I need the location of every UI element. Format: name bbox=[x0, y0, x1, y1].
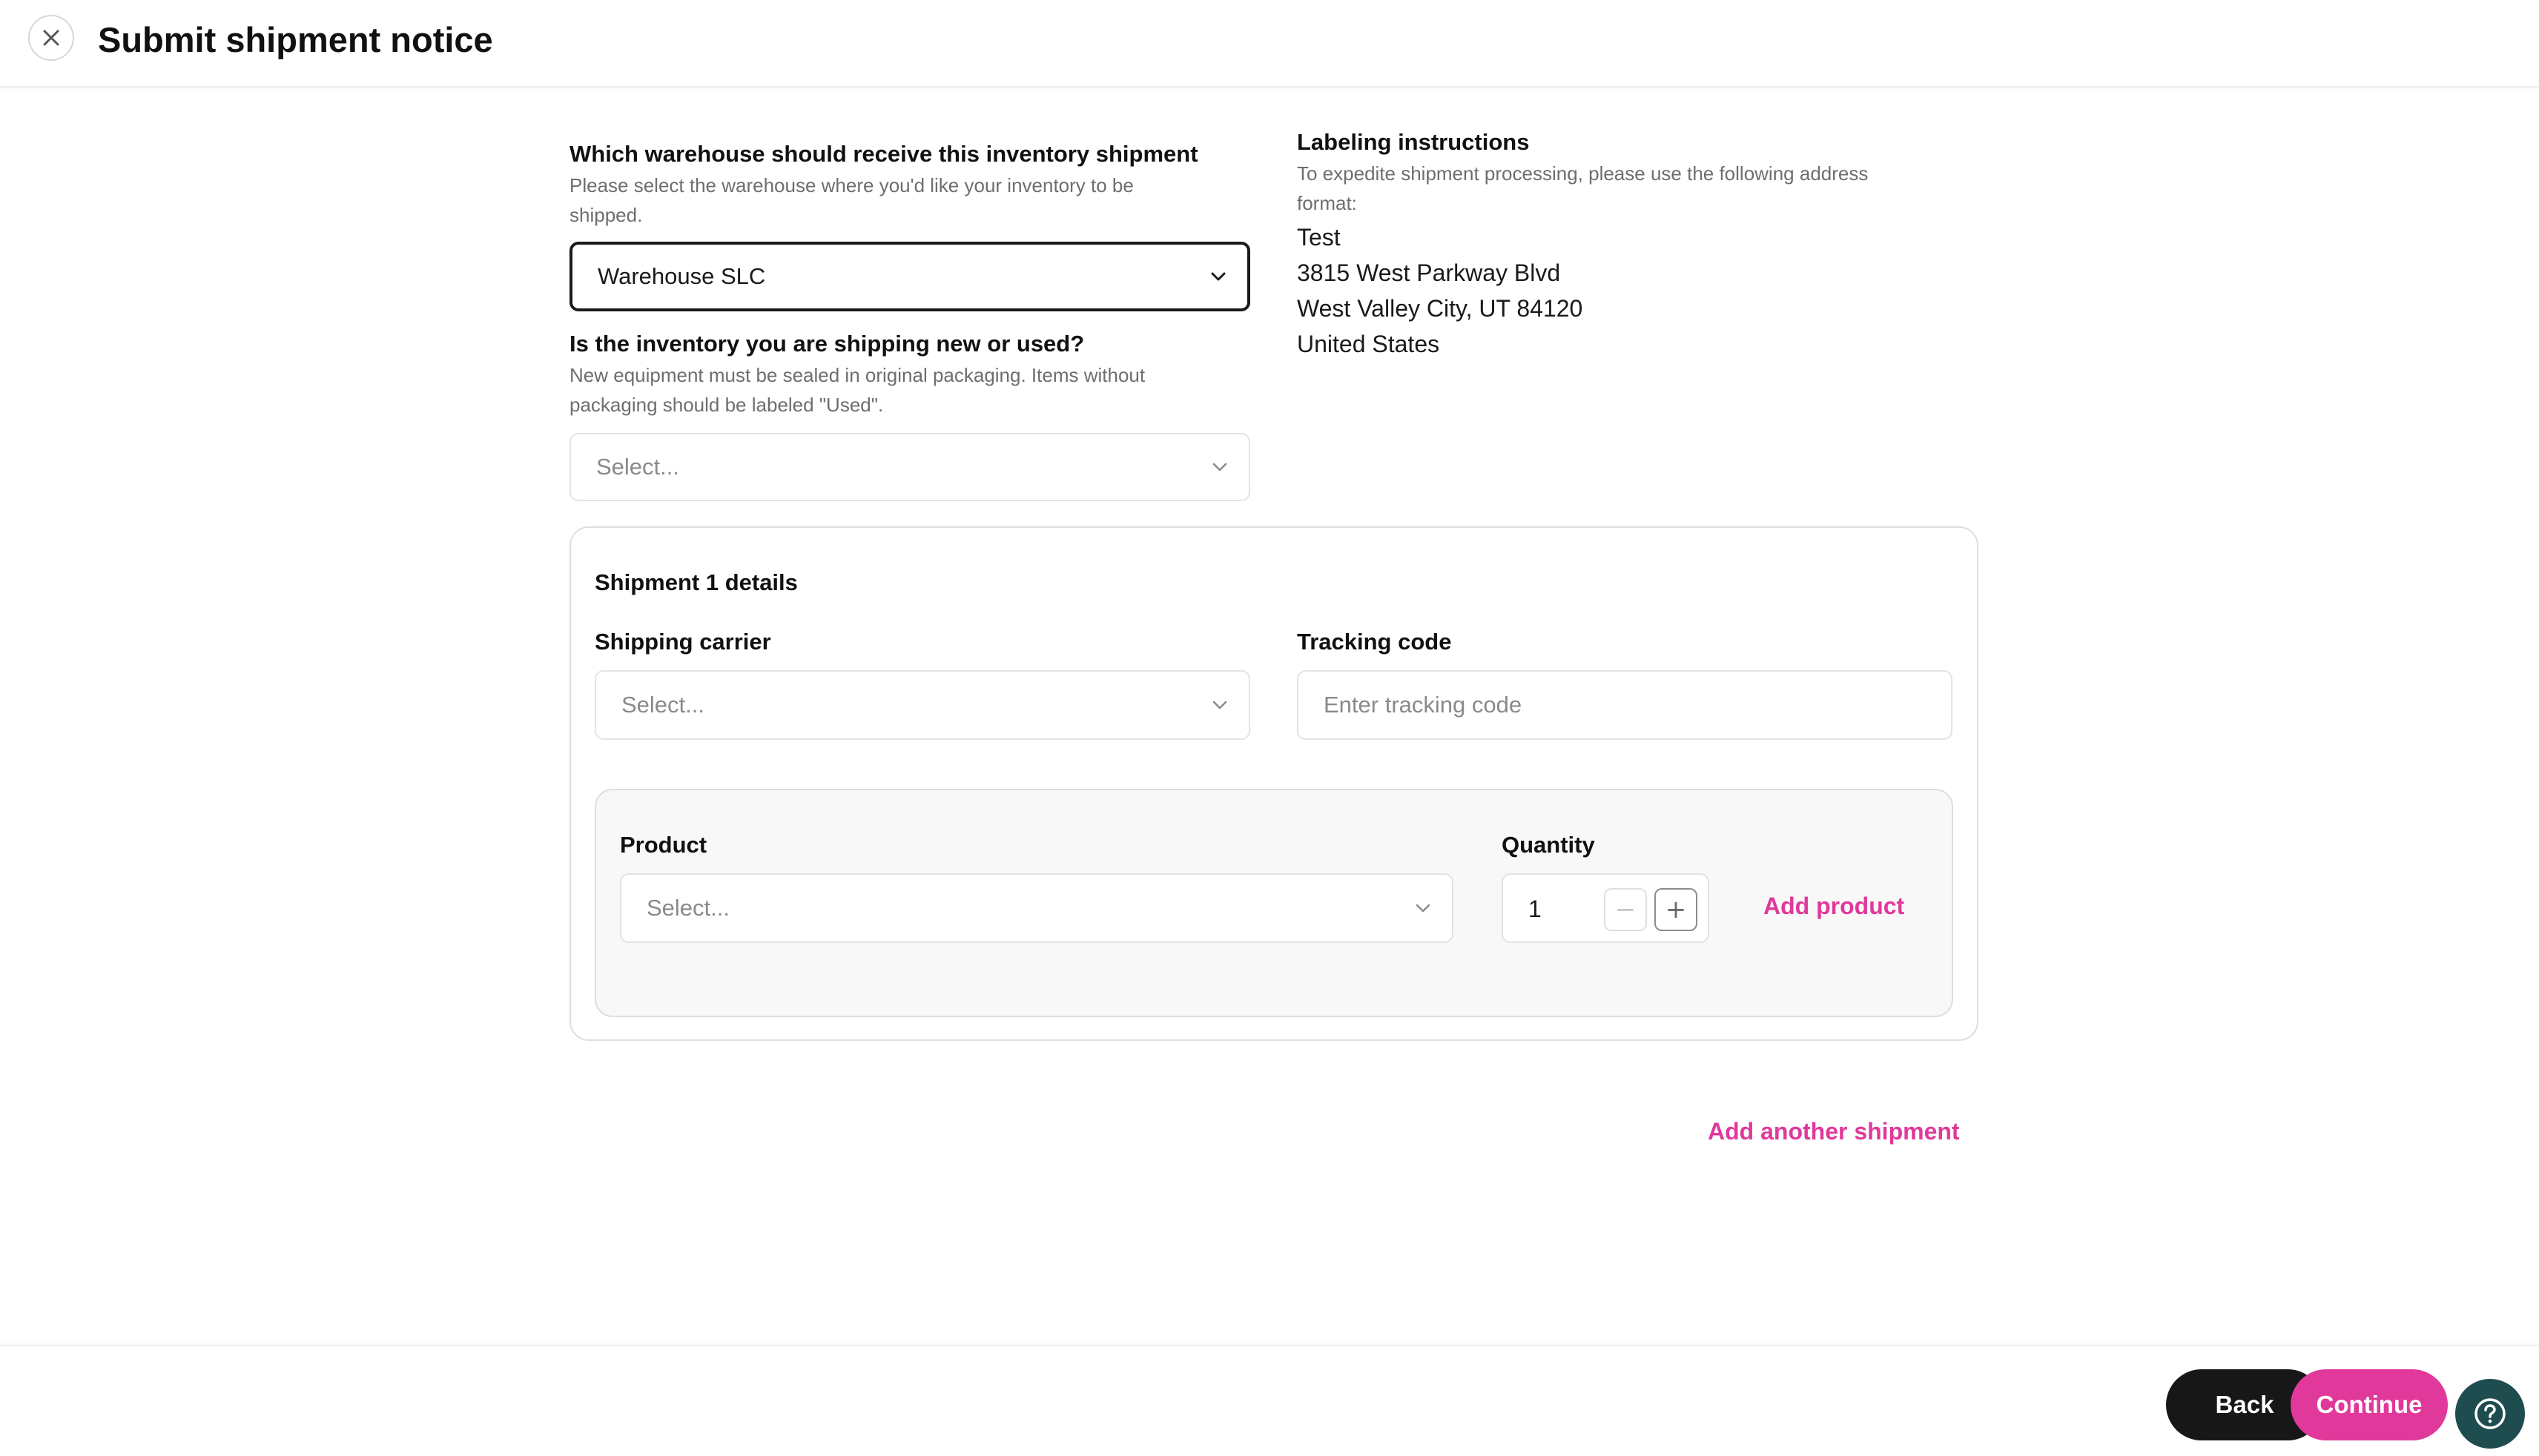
product-label: Product bbox=[620, 832, 707, 858]
chevron-down-icon bbox=[1209, 694, 1231, 716]
back-button[interactable]: Back bbox=[2166, 1369, 2323, 1440]
quantity-label: Quantity bbox=[1502, 832, 1595, 858]
carrier-label: Shipping carrier bbox=[595, 629, 771, 655]
condition-help-2: packaging should be labeled "Used". bbox=[569, 394, 884, 416]
add-product-link[interactable]: Add product bbox=[1763, 893, 1905, 919]
question-circle-icon bbox=[2472, 1396, 2508, 1432]
quantity-value[interactable]: 1 bbox=[1528, 896, 1542, 922]
chevron-down-icon bbox=[1412, 897, 1434, 919]
page-header bbox=[0, 0, 2539, 87]
page-title: Submit shipment notice bbox=[98, 20, 493, 59]
help-button[interactable] bbox=[2455, 1379, 2525, 1449]
chevron-down-icon bbox=[1207, 265, 1229, 288]
warehouse-select[interactable] bbox=[569, 242, 1250, 311]
warehouse-label: Which warehouse should receive this inventory shipment bbox=[569, 141, 1198, 167]
carrier-select[interactable] bbox=[595, 670, 1250, 740]
page-footer bbox=[0, 1345, 2539, 1456]
condition-select[interactable] bbox=[569, 433, 1250, 501]
add-another-shipment-link[interactable]: Add another shipment bbox=[1708, 1118, 1960, 1145]
close-button[interactable] bbox=[28, 15, 74, 61]
warehouse-help-1: Please select the warehouse where you'd like your inventory to be bbox=[569, 174, 1134, 196]
labeling-help-2: format: bbox=[1297, 192, 1357, 214]
address-line-1: Test bbox=[1297, 224, 1341, 251]
shipment-title: Shipment 1 details bbox=[595, 569, 798, 595]
quantity-decrement-button[interactable]: − bbox=[1604, 888, 1647, 931]
address-line-3: West Valley City, UT 84120 bbox=[1297, 295, 1583, 322]
condition-select-placeholder: Select... bbox=[596, 454, 679, 480]
tracking-label: Tracking code bbox=[1297, 629, 1452, 655]
address-line-2: 3815 West Parkway Blvd bbox=[1297, 259, 1561, 286]
labeling-help-1: To expedite shipment processing, please use the following address bbox=[1297, 162, 1869, 185]
quantity-stepper bbox=[1502, 873, 1709, 943]
continue-button[interactable]: Continue bbox=[2291, 1369, 2448, 1440]
tracking-code-input[interactable] bbox=[1297, 670, 1952, 740]
labeling-title: Labeling instructions bbox=[1297, 129, 1530, 155]
warehouse-select-value: Warehouse SLC bbox=[598, 263, 766, 289]
condition-help-1: New equipment must be sealed in original packaging. Items without bbox=[569, 364, 1146, 386]
address-line-4: United States bbox=[1297, 331, 1440, 357]
product-select-placeholder: Select... bbox=[647, 895, 730, 921]
condition-label: Is the inventory you are shipping new or used? bbox=[569, 331, 1085, 357]
product-select[interactable] bbox=[620, 873, 1453, 943]
carrier-select-placeholder: Select... bbox=[621, 692, 704, 718]
chevron-down-icon bbox=[1209, 456, 1231, 478]
close-icon bbox=[41, 27, 62, 48]
quantity-increment-button[interactable]: + bbox=[1654, 888, 1697, 931]
warehouse-help-2: shipped. bbox=[569, 204, 643, 226]
